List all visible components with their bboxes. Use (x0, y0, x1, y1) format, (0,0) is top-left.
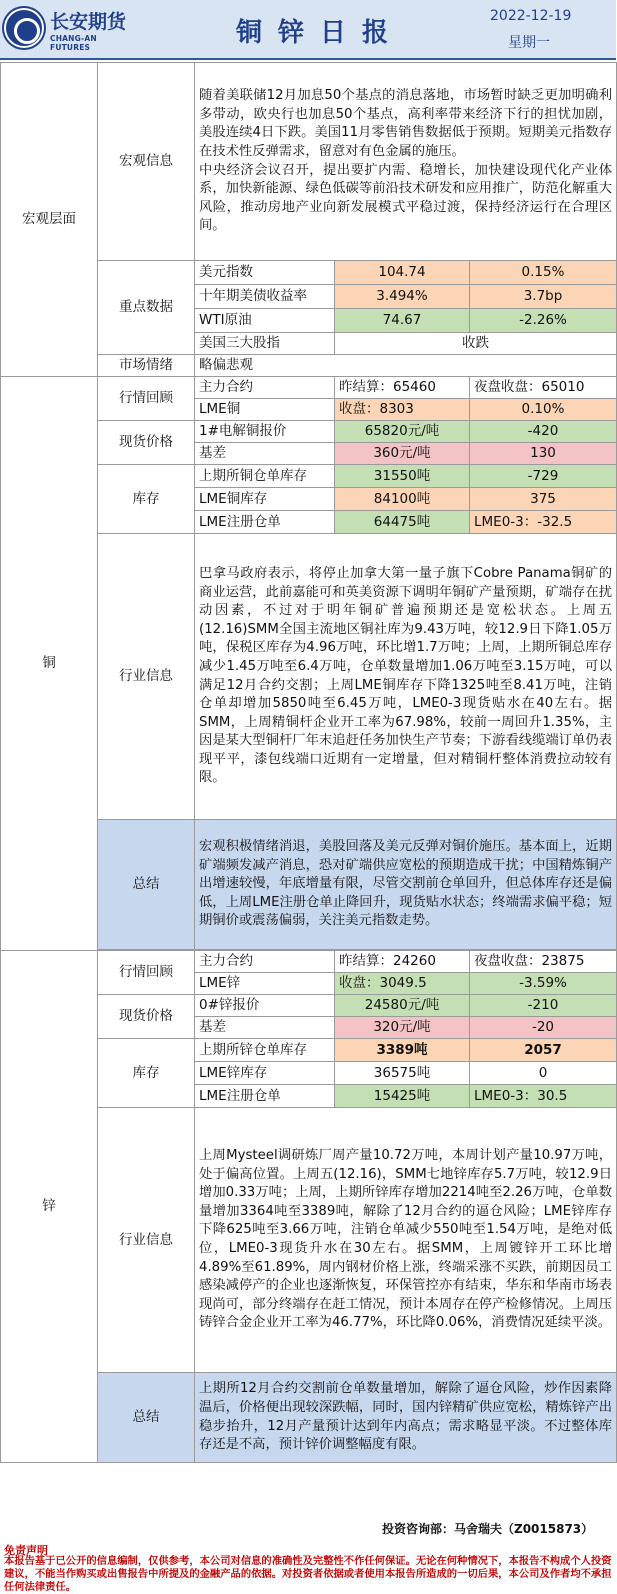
copper-stock-value: 31550吨 (335, 465, 470, 488)
zinc-summary-label: 总结 (98, 1373, 195, 1463)
copper-summary-text: 宏观积极情绪消退，美股回落及美元反弹对铜价施压。基本面上，近期矿端频发减产消息，恐对矿端供应宽松的预期造成干扰；中国精炼铜产出增速较慢，年底增量有限，尽管交割前仓单回升，但总体库存还是偏低，上周LME注册仓单止降回升，现货贴水状态；终端需求偏平稳；短期铜价或震荡偏弱，关注美元指数走势。 (195, 820, 617, 950)
copper-stock-name: 上期所铜仓单库存 (195, 465, 335, 488)
macro-row-change: 0.15% (470, 261, 617, 285)
macro-sentiment-label: 市场情绪 (98, 355, 195, 377)
copper-spot-value: 360元/吨 (335, 443, 470, 465)
macro-info-label: 宏观信息 (98, 63, 195, 261)
zinc-review-value: 昨结算：24260 (335, 951, 470, 973)
copper-spot-change: 130 (470, 443, 617, 465)
zinc-stock-change: LME0-3：30.5 (470, 1085, 617, 1108)
copper-stock-name: LME注册仓单 (195, 511, 335, 534)
macro-row-change: 3.7bp (470, 285, 617, 309)
zinc-stock-value: 36575吨 (335, 1062, 470, 1085)
zinc-spot-value: 320元/吨 (335, 1017, 470, 1039)
copper-stock-label: 库存 (98, 465, 195, 534)
report-date: 2022-12-19 (490, 8, 572, 24)
copper-review-name: LME铜 (195, 399, 335, 421)
zinc-stock-label: 库存 (98, 1039, 195, 1108)
copper-stock-name: LME铜库存 (195, 488, 335, 511)
macro-row-name: 美国三大股指 (195, 333, 335, 355)
macro-row-name: 十年期美债收益率 (195, 285, 335, 309)
copper-stock-value: 64475吨 (335, 511, 470, 534)
macro-row-value: 104.74 (335, 261, 470, 285)
copper-industry-label: 行业信息 (98, 534, 195, 820)
zinc-stock-name: LME锌库存 (195, 1062, 335, 1085)
zinc-spot-value: 24580元/吨 (335, 995, 470, 1017)
copper-spot-label: 现货价格 (98, 421, 195, 465)
zinc-spot-change: -210 (470, 995, 617, 1017)
zinc-review-name: LME锌 (195, 973, 335, 995)
analyst-credit: 投资咨询部：马舍瑞夫（Z0015873） (382, 1522, 594, 1536)
copper-review-label: 行情回顾 (98, 377, 195, 421)
report-weekday: 星期一 (508, 35, 550, 51)
zinc-stock-name: LME注册仓单 (195, 1085, 335, 1108)
zinc-spot-name: 基差 (195, 1017, 335, 1039)
copper-spot-name: 1#电解铜报价 (195, 421, 335, 443)
copper-review-name: 主力合约 (195, 377, 335, 399)
macro-row-change: -2.26% (470, 309, 617, 333)
copper-stock-change: 375 (470, 488, 617, 511)
copper-review-change: 夜盘收盘：65010 (470, 377, 617, 399)
zinc-spot-change: -20 (470, 1017, 617, 1039)
logo-cn-text: 长安期货 (50, 11, 127, 33)
zinc-stock-change: 2057 (470, 1039, 617, 1062)
zinc-review-change: -3.59% (470, 973, 617, 995)
report-header (0, 0, 616, 60)
macro-row-value: 3.494% (335, 285, 470, 309)
macro-row-name: 美元指数 (195, 261, 335, 285)
macro-row-value: 收跌 (335, 333, 617, 355)
logo-emblem-icon (4, 8, 44, 48)
copper-review-value: 昨结算：65460 (335, 377, 470, 399)
copper-summary-label: 总结 (98, 820, 195, 950)
zinc-stock-change: 0 (470, 1062, 617, 1085)
disclaimer-text: 本报告基于已公开的信息编制，仅供参考，本公司对信息的准确性及完整性不作任何保证。无论在何种情况下，本报告不构成个人投资建议，不能当作购买或出售报告中所提及的金融产品的依据。对投资者依据或者使用本报告所造成的一切后果，本公司及作者均不承担任何法律责任。 (4, 1555, 612, 1593)
copper-stock-change: LME0-3：-32.5 (470, 511, 617, 534)
zinc-spot-name: 0#锌报价 (195, 995, 335, 1017)
zinc-summary-text: 上期所12月合约交割前仓单数量增加，解除了逼仓风险，炒作因素降温后，价格便出现较深跌幅，同时，国内锌精矿供应宽松，精炼锌产出稳步抬升，12月产量预计达到年内高点；需求略显平淡。不过整体库存还是不高，预计锌价调整幅度有限。 (195, 1373, 617, 1463)
zinc-review-change: 夜盘收盘：23875 (470, 951, 617, 973)
zinc-review-label: 行情回顾 (98, 951, 195, 995)
copper-industry-text: 巴拿马政府表示，将停止加拿大第一量子旗下Cobre Panama铜矿的商业运营，此前嘉能可和英美资源下调明年铜矿产量预期，矿端存在扰动因素，不过对于明年铜矿普遍预期还是宽松状态。上周五(12.16)SMM全国主流地区铜社库为9.43万吨，较12.9日下降1.05万吨，保税区库存为4.96万吨，环比增1.7万吨；上周，上期所铜总库存减少1.45万吨至6.4万吨，仓单数量增加1.06万吨至3.15万吨，可以满足12月合约交割；上周LME铜库存下降1325吨至8.41万吨，注销仓单却增加5850吨至6.45万吨，LME0-3现货贴水在40左右。据SMM，上周精铜杆企业开工率为67.98%，较前一周回升1.35%，主因是某大型铜杆厂年末追赶任务加快生产节奏；下游看线缆端订单仍表现平平，漆包线端口近期有一定增量，但对精铜杆整体消费拉动较有限。 (195, 534, 617, 820)
macro-row-value: 74.67 (335, 309, 470, 333)
macro-section-label: 宏观层面 (1, 63, 98, 377)
page-title: 铜锌日报 (235, 18, 404, 48)
zinc-industry-label: 行业信息 (98, 1108, 195, 1373)
zinc-stock-value: 3389吨 (335, 1039, 470, 1062)
disclaimer-title: 免责声明 (4, 1544, 48, 1557)
zinc-spot-label: 现货价格 (98, 995, 195, 1039)
zinc-stock-value: 15425吨 (335, 1085, 470, 1108)
macro-info-text (195, 63, 617, 261)
copper-review-value: 收盘：8303 (335, 399, 470, 421)
macro-info-para-1: 随着美联储12月加息50个基点的消息落地，市场暂时缺乏更加明确利多带动，欧央行也加息50个基点，高利率带来经济下行的担忧加剧，美股连续4日下跌。美国11月零售销售数据低于预期。短期美元指数存在技术性反弹需求，留意对有色金属的施压。 (199, 88, 612, 159)
logo-en-text: CHANG-AN FUTURES (50, 34, 97, 52)
copper-review-change: 0.10% (470, 399, 617, 421)
copper-spot-change: -420 (470, 421, 617, 443)
copper-spot-name: 基差 (195, 443, 335, 465)
zinc-review-value: 收盘：3049.5 (335, 973, 470, 995)
zinc-section-label: 锌 (1, 951, 98, 1463)
macro-sentiment-value: 略偏悲观 (195, 355, 617, 377)
macro-row-name: WTI原油 (195, 309, 335, 333)
macro-key-label: 重点数据 (98, 261, 195, 355)
zinc-review-name: 主力合约 (195, 951, 335, 973)
copper-stock-value: 84100吨 (335, 488, 470, 511)
copper-stock-change: -729 (470, 465, 617, 488)
copper-section-label: 铜 (1, 377, 98, 951)
report-table (0, 62, 617, 1463)
company-logo (4, 6, 129, 54)
macro-info-para-2: 中央经济会议召开，提出要扩内需、稳增长，加快建设现代化产业体系，加快新能源、绿色低碳等前沿技术研发和应用推广，防范化解重大风险，推动房地产业向新发展模式平稳过渡，保持经济运行在合理区间。 (199, 162, 612, 234)
zinc-industry-text: 上周Mysteel调研炼厂周产量10.72万吨，本周计划产量10.97万吨，处于偏高位置。上周五(12.16)，SMM七地锌库存5.7万吨，较12.9日增加0.33万吨；上周，上期所锌库存增加2214吨至2.26万吨，仓单数量增加3364吨至3389吨，解除了12月合约的逼仓风险；LME锌库存下降625吨至3.66万吨，注销仓单减少550吨至1.54万吨，是绝对低位，LME0-3现货升水在30左右。据SMM，上周镀锌开工环比增4.89%至61.89%，周内钢材价格上涨，终端采涨不买跌，前期因员工感染减停产的企业也逐渐恢复，环保管控亦有结束，华东和华南市场表现尚可，部分终端存在赶工情况，预计本周存在停产检修情况。上周压铸锌合金企业开工率为46.77%，环比降0.06%，消费情况延续平淡。 (195, 1108, 617, 1373)
zinc-stock-name: 上期所锌仓单库存 (195, 1039, 335, 1062)
copper-spot-value: 65820元/吨 (335, 421, 470, 443)
